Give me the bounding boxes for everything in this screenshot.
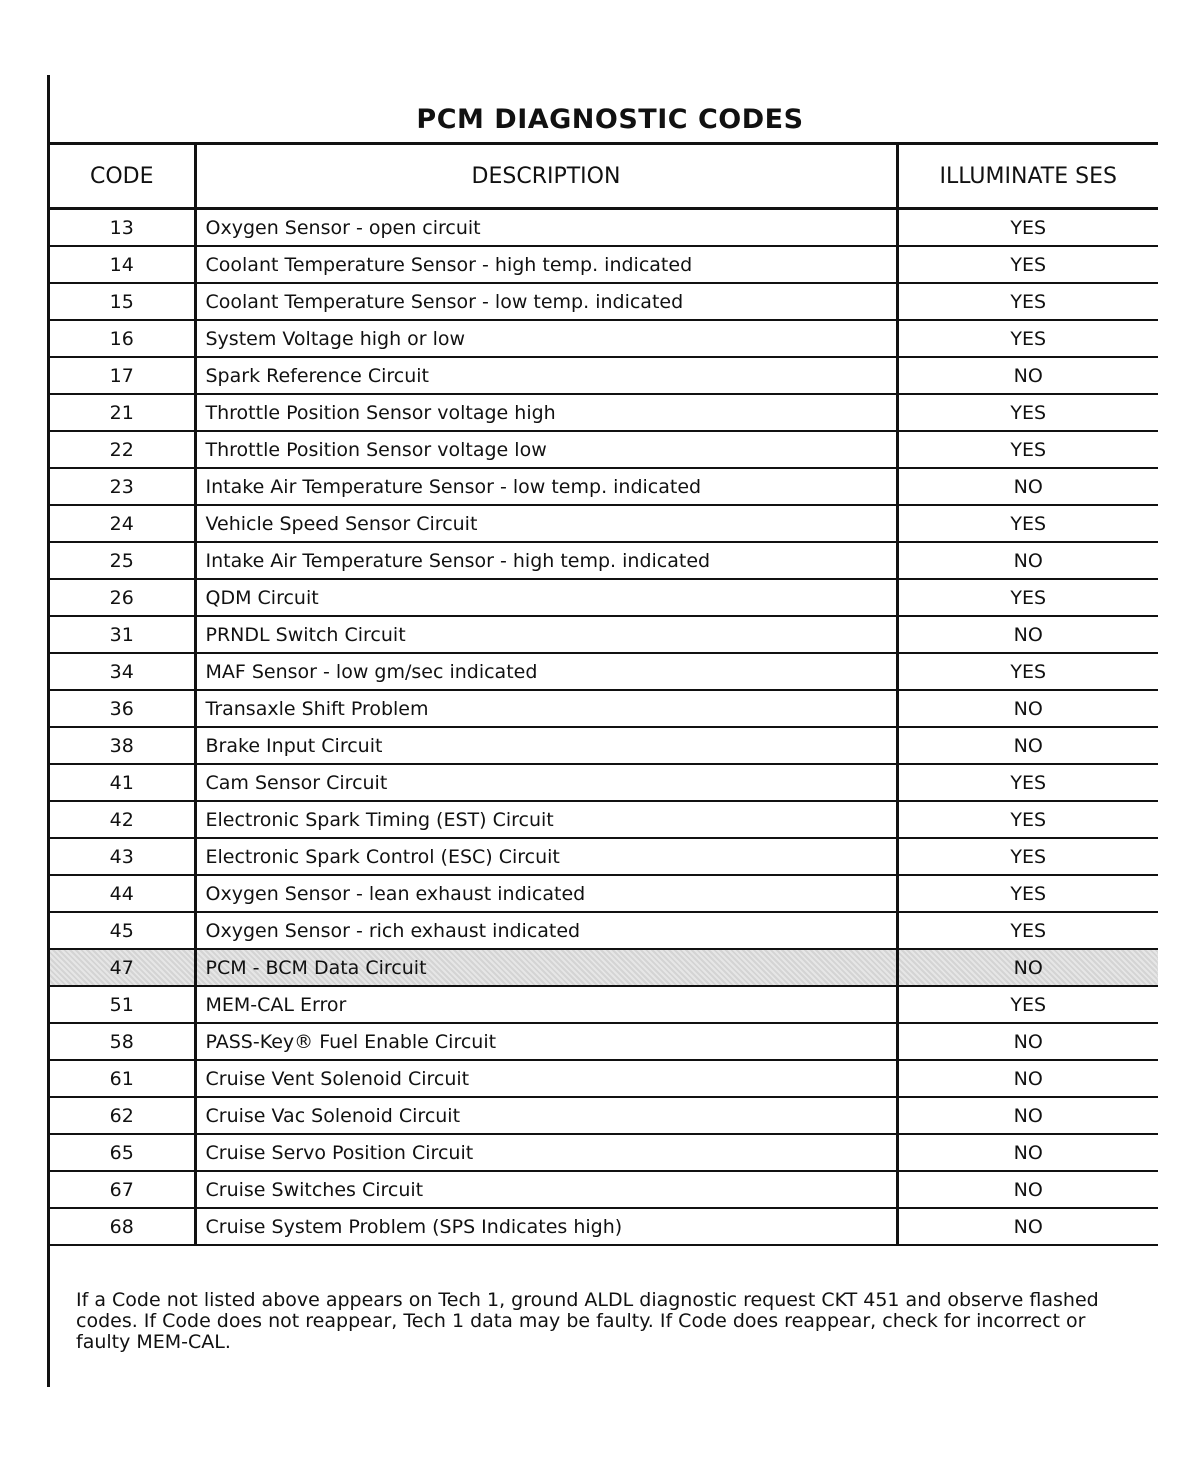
illuminate-ses-cell: NO: [897, 690, 1158, 727]
code-cell: 44: [50, 875, 195, 912]
description-cell: Intake Air Temperature Sensor - high temp. indicated: [195, 542, 897, 579]
description-cell: Vehicle Speed Sensor Circuit: [195, 505, 897, 542]
illuminate-ses-cell: YES: [897, 320, 1158, 357]
table-row: [50, 468, 1158, 505]
code-cell: 45: [50, 912, 195, 949]
code-cell: 68: [50, 1208, 195, 1245]
illuminate-ses-cell: NO: [897, 542, 1158, 579]
table-row: [50, 246, 1158, 283]
illuminate-ses-cell: NO: [897, 949, 1158, 986]
table-row: [50, 949, 1158, 986]
description-cell: Electronic Spark Control (ESC) Circuit: [195, 838, 897, 875]
table-row: [50, 727, 1158, 764]
code-cell: 61: [50, 1060, 195, 1097]
code-cell: 13: [50, 209, 195, 247]
code-cell: 47: [50, 949, 195, 986]
illuminate-ses-cell: YES: [897, 209, 1158, 247]
table-row: [50, 505, 1158, 542]
illuminate-ses-cell: YES: [897, 838, 1158, 875]
table-row: [50, 431, 1158, 468]
code-cell: 16: [50, 320, 195, 357]
header-description: DESCRIPTION: [195, 145, 897, 209]
code-cell: 14: [50, 246, 195, 283]
table-row: [50, 838, 1158, 875]
table-row: [50, 394, 1158, 431]
description-cell: PCM - BCM Data Circuit: [195, 949, 897, 986]
illuminate-ses-cell: YES: [897, 246, 1158, 283]
code-cell: 65: [50, 1134, 195, 1171]
description-cell: Oxygen Sensor - lean exhaust indicated: [195, 875, 897, 912]
illuminate-ses-cell: YES: [897, 394, 1158, 431]
code-cell: 31: [50, 616, 195, 653]
illuminate-ses-cell: YES: [897, 801, 1158, 838]
description-cell: Coolant Temperature Sensor - high temp. indicated: [195, 246, 897, 283]
illuminate-ses-cell: NO: [897, 1134, 1158, 1171]
document-title: PCM DIAGNOSTIC CODES: [416, 104, 804, 135]
description-cell: Cruise Switches Circuit: [195, 1171, 897, 1208]
description-cell: Cruise Vac Solenoid Circuit: [195, 1097, 897, 1134]
description-cell: Cam Sensor Circuit: [195, 764, 897, 801]
code-cell: 42: [50, 801, 195, 838]
table-row: [50, 986, 1158, 1023]
description-cell: MEM-CAL Error: [195, 986, 897, 1023]
description-cell: Oxygen Sensor - rich exhaust indicated: [195, 912, 897, 949]
illuminate-ses-cell: NO: [897, 1023, 1158, 1060]
description-cell: QDM Circuit: [195, 579, 897, 616]
illuminate-ses-cell: YES: [897, 912, 1158, 949]
description-cell: Intake Air Temperature Sensor - low temp. indicated: [195, 468, 897, 505]
illuminate-ses-cell: NO: [897, 727, 1158, 764]
description-cell: MAF Sensor - low gm/sec indicated: [195, 653, 897, 690]
illuminate-ses-cell: NO: [897, 357, 1158, 394]
description-cell: Cruise Servo Position Circuit: [195, 1134, 897, 1171]
table-row: [50, 1208, 1158, 1245]
code-cell: 34: [50, 653, 195, 690]
code-cell: 67: [50, 1171, 195, 1208]
description-cell: Brake Input Circuit: [195, 727, 897, 764]
table-body: [50, 209, 1158, 1246]
table-header-row: [50, 145, 1158, 209]
diagnostic-codes-table: [50, 145, 1158, 1246]
description-cell: Throttle Position Sensor voltage high: [195, 394, 897, 431]
table-row: [50, 283, 1158, 320]
code-cell: 25: [50, 542, 195, 579]
illuminate-ses-cell: YES: [897, 505, 1158, 542]
code-cell: 23: [50, 468, 195, 505]
table-row: [50, 1134, 1158, 1171]
code-cell: 51: [50, 986, 195, 1023]
description-cell: Oxygen Sensor - open circuit: [195, 209, 897, 247]
table-row: [50, 579, 1158, 616]
table-row: [50, 653, 1158, 690]
illuminate-ses-cell: NO: [897, 1171, 1158, 1208]
code-cell: 36: [50, 690, 195, 727]
code-cell: 58: [50, 1023, 195, 1060]
table-row: [50, 357, 1158, 394]
table-row: [50, 912, 1158, 949]
description-cell: Electronic Spark Timing (EST) Circuit: [195, 801, 897, 838]
footnote: If a Code not listed above appears on Tech 1, ground ALDL diagnostic request CKT 451 and observe flashed codes. If Code does not reappear, Tech 1 data may be faulty. If Code does reappear, check for incorrect or faulty MEM-CAL.: [76, 1289, 1099, 1353]
table-row: [50, 875, 1158, 912]
table-row: [50, 801, 1158, 838]
illuminate-ses-cell: NO: [897, 1060, 1158, 1097]
description-cell: Cruise Vent Solenoid Circuit: [195, 1060, 897, 1097]
illuminate-ses-cell: YES: [897, 579, 1158, 616]
code-cell: 38: [50, 727, 195, 764]
code-cell: 17: [50, 357, 195, 394]
header-illuminate-ses: ILLUMINATE SES: [897, 145, 1158, 209]
code-cell: 62: [50, 1097, 195, 1134]
table-row: [50, 616, 1158, 653]
illuminate-ses-cell: YES: [897, 986, 1158, 1023]
code-cell: 15: [50, 283, 195, 320]
table-row: [50, 690, 1158, 727]
table-row: [50, 320, 1158, 357]
illuminate-ses-cell: NO: [897, 1097, 1158, 1134]
description-cell: Spark Reference Circuit: [195, 357, 897, 394]
code-cell: 41: [50, 764, 195, 801]
illuminate-ses-cell: YES: [897, 283, 1158, 320]
description-cell: Throttle Position Sensor voltage low: [195, 431, 897, 468]
description-cell: PASS-Key® Fuel Enable Circuit: [195, 1023, 897, 1060]
table-row: [50, 1023, 1158, 1060]
code-cell: 21: [50, 394, 195, 431]
table-row: [50, 764, 1158, 801]
table-row: [50, 1171, 1158, 1208]
description-cell: PRNDL Switch Circuit: [195, 616, 897, 653]
table-row: [50, 1060, 1158, 1097]
code-cell: 24: [50, 505, 195, 542]
illuminate-ses-cell: YES: [897, 431, 1158, 468]
illuminate-ses-cell: NO: [897, 616, 1158, 653]
description-cell: System Voltage high or low: [195, 320, 897, 357]
illuminate-ses-cell: NO: [897, 468, 1158, 505]
table-row: [50, 209, 1158, 247]
table-row: [50, 542, 1158, 579]
description-cell: Cruise System Problem (SPS Indicates high): [195, 1208, 897, 1245]
illuminate-ses-cell: YES: [897, 875, 1158, 912]
code-cell: 26: [50, 579, 195, 616]
description-cell: Coolant Temperature Sensor - low temp. indicated: [195, 283, 897, 320]
code-cell: 43: [50, 838, 195, 875]
description-cell: Transaxle Shift Problem: [195, 690, 897, 727]
illuminate-ses-cell: YES: [897, 764, 1158, 801]
illuminate-ses-cell: NO: [897, 1208, 1158, 1245]
code-cell: 22: [50, 431, 195, 468]
table-row: [50, 1097, 1158, 1134]
header-code: CODE: [50, 145, 195, 209]
illuminate-ses-cell: YES: [897, 653, 1158, 690]
